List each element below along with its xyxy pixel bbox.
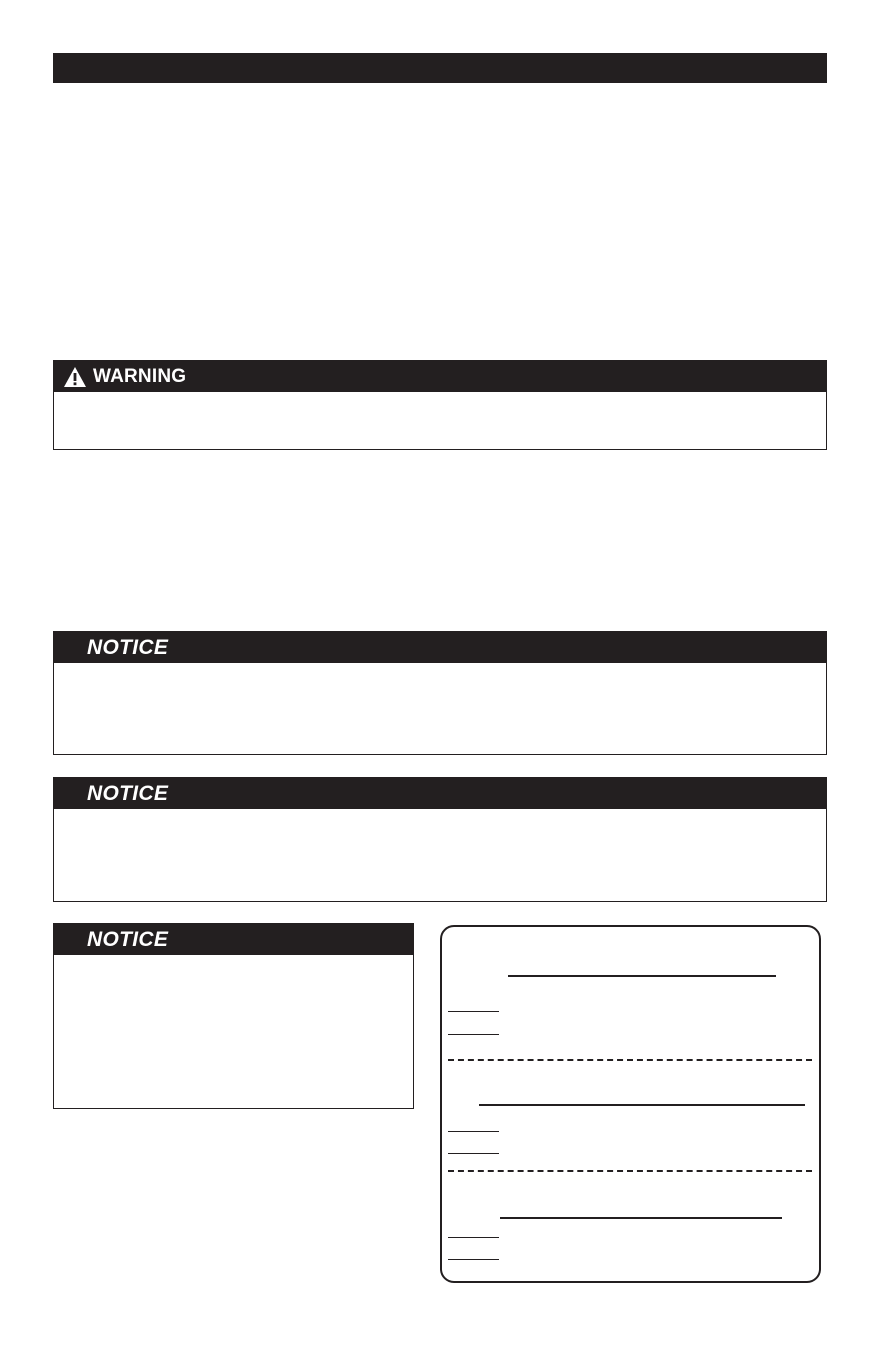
- fill-in-short-line: [448, 1153, 499, 1154]
- fill-in-line: [479, 1104, 805, 1106]
- notice-header: [54, 632, 826, 663]
- warning-triangle-icon: [63, 366, 87, 388]
- notice-title: NOTICE: [87, 781, 169, 805]
- notice-box: [53, 923, 414, 1109]
- notice-box: [53, 631, 827, 755]
- section-header-bar: [53, 53, 827, 83]
- notice-header: [54, 924, 413, 955]
- notice-header: [54, 778, 826, 809]
- warning-title: WARNING: [93, 365, 187, 387]
- record-card: [440, 925, 821, 1283]
- warning-header: [54, 361, 826, 392]
- warning-box: [53, 360, 827, 450]
- dashed-divider: [448, 1059, 812, 1061]
- notice-title: NOTICE: [87, 635, 169, 659]
- fill-in-short-line: [448, 1011, 499, 1012]
- fill-in-short-line: [448, 1034, 499, 1035]
- fill-in-line: [508, 975, 776, 977]
- fill-in-short-line: [448, 1259, 499, 1260]
- notice-title: NOTICE: [87, 927, 169, 951]
- notice-box: [53, 777, 827, 902]
- fill-in-short-line: [448, 1237, 499, 1238]
- fill-in-line: [500, 1217, 782, 1219]
- fill-in-short-line: [448, 1131, 499, 1132]
- dashed-divider: [448, 1170, 812, 1172]
